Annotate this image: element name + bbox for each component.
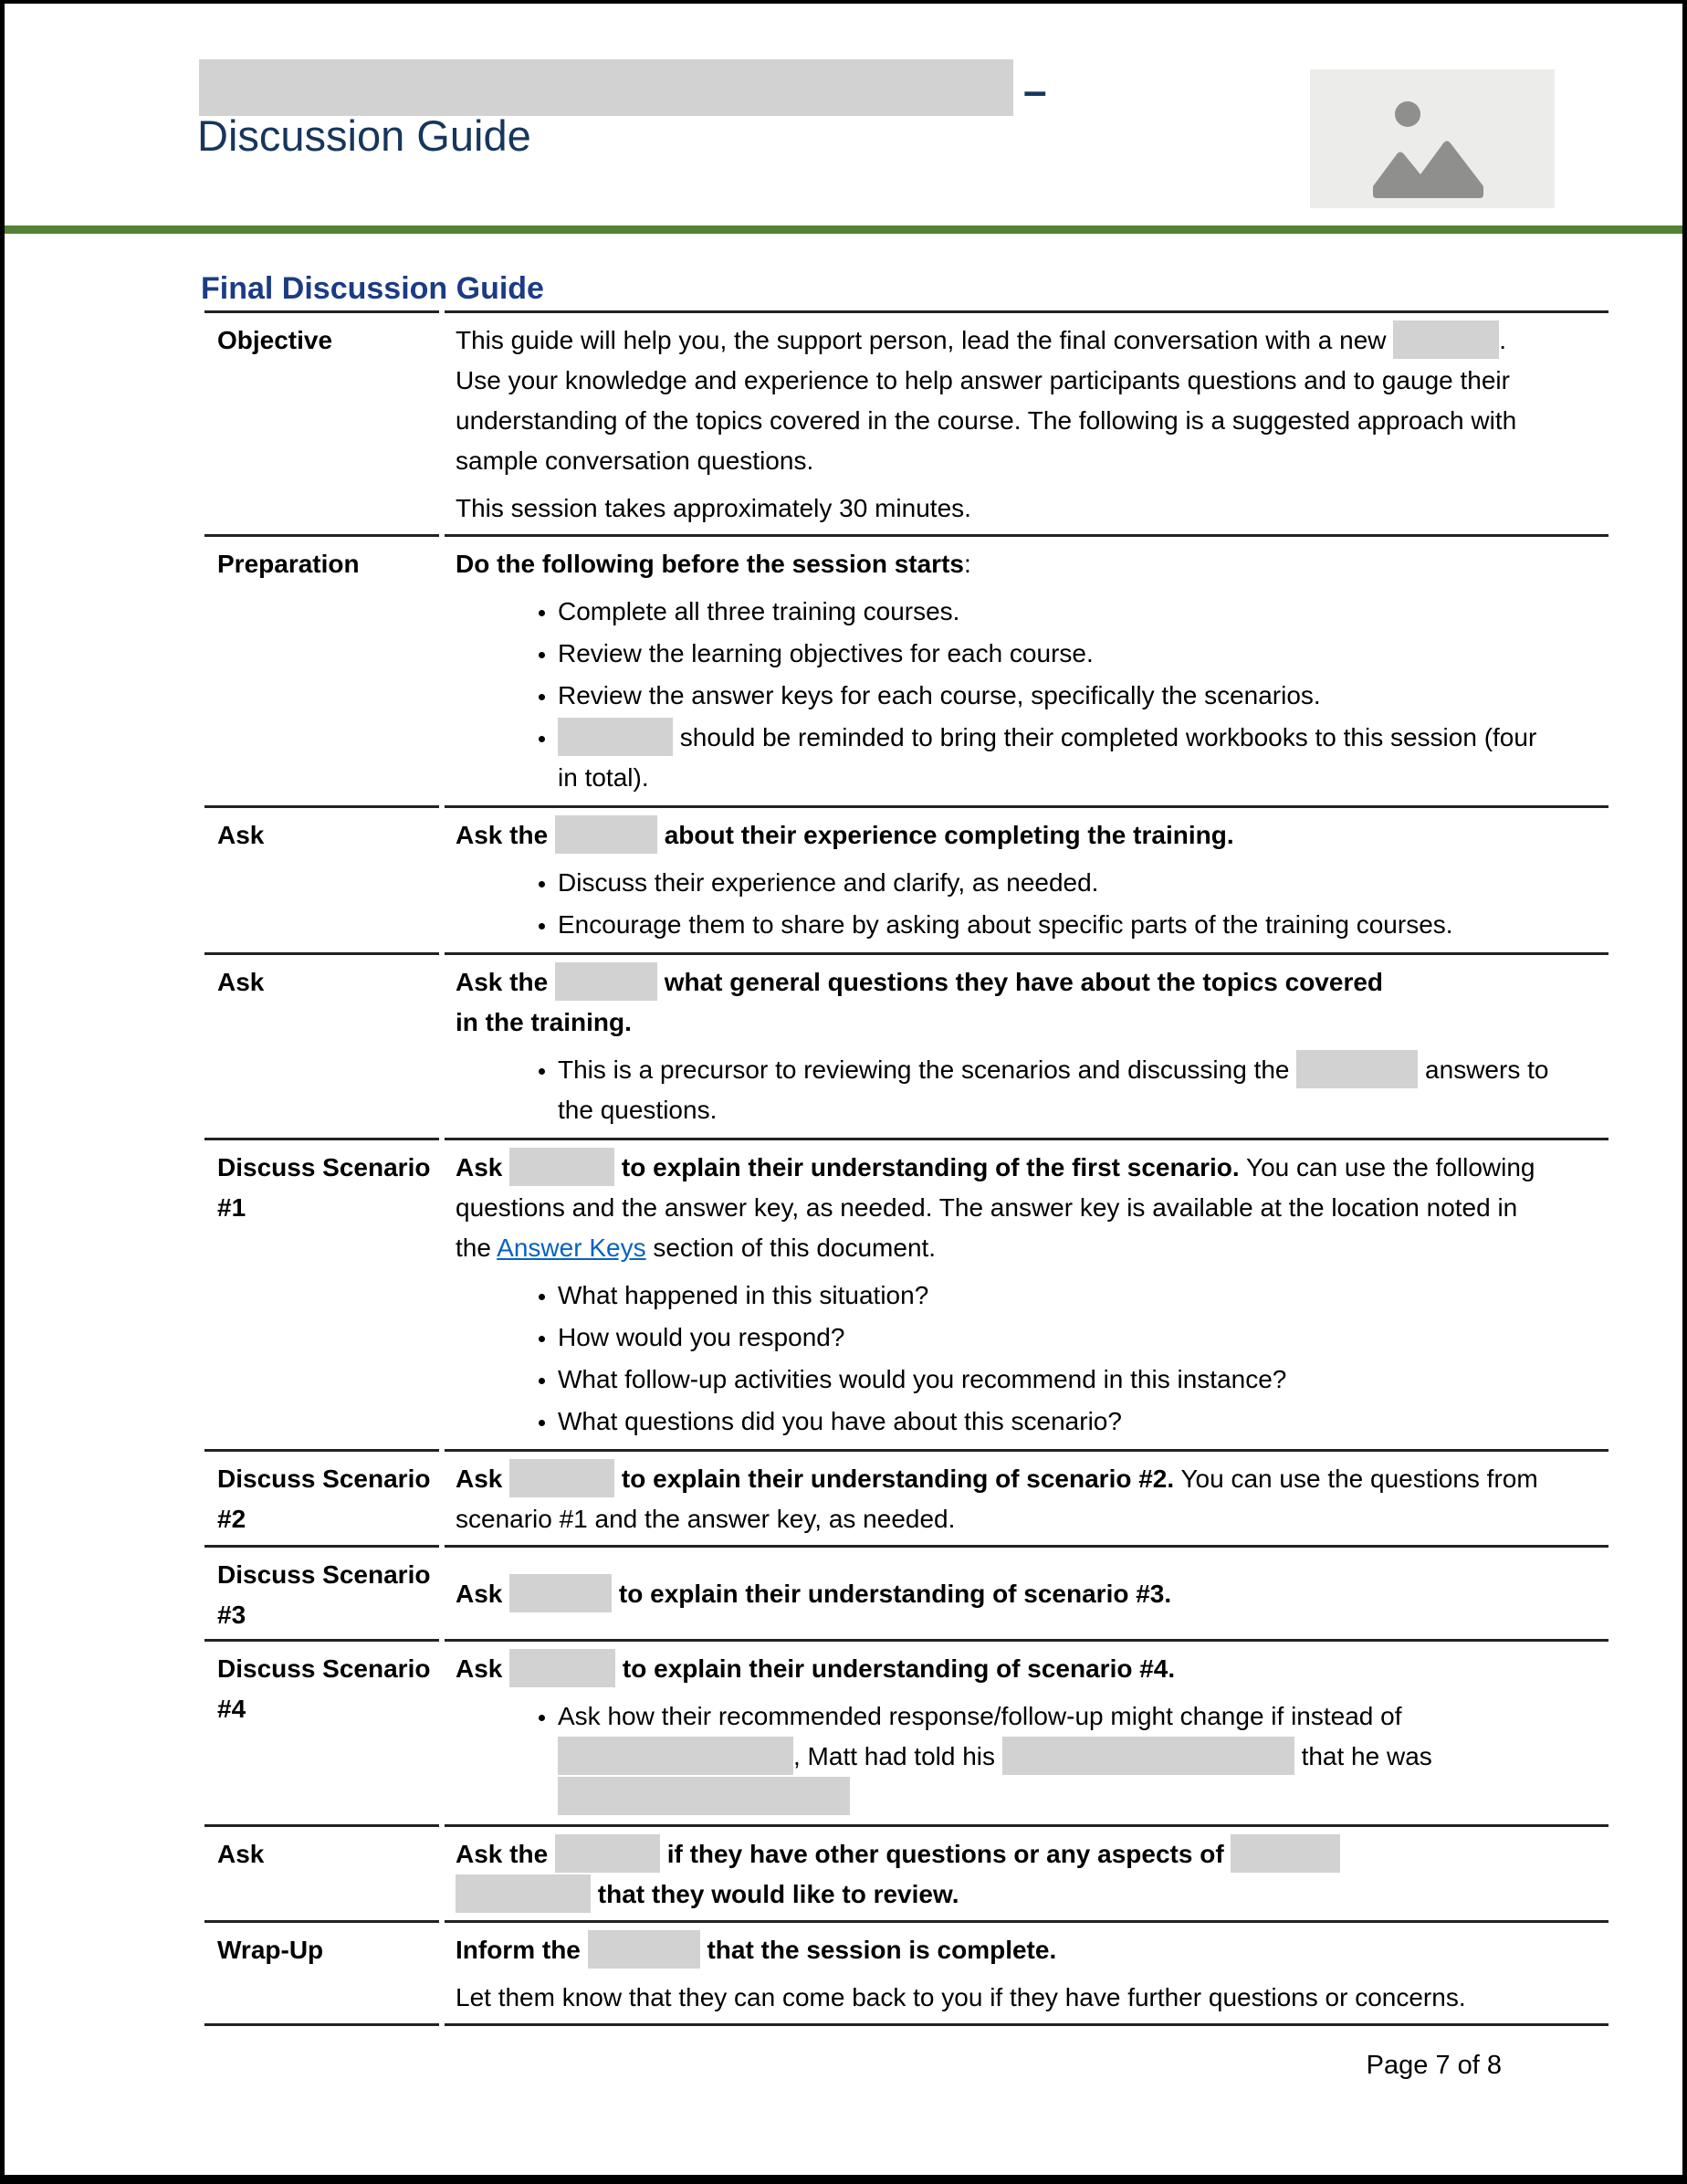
bullet-item <box>558 1696 1556 1817</box>
row-content <box>445 1639 1608 1824</box>
discussion-guide-table <box>199 310 1614 2026</box>
text-run: Discuss their experience and clarify, as needed. <box>558 868 1099 897</box>
guide-row <box>204 1545 1608 1639</box>
bullet-item <box>558 718 1556 798</box>
paragraph <box>456 1649 1556 1689</box>
paragraph <box>456 488 1556 529</box>
row-content <box>445 1920 1608 2026</box>
text-run: should be reminded to bring their completed workbooks to this session (four in total). <box>558 723 1537 792</box>
row-label: Discuss Scenario #1 <box>204 1138 439 1449</box>
text-run: Ask <box>456 1153 510 1181</box>
guide-row <box>204 1920 1608 2026</box>
text-run: that they would like to review. <box>591 1880 959 1908</box>
text-run: What questions did you have about this scenario? <box>558 1407 1122 1435</box>
row-content <box>445 1545 1608 1639</box>
text-run: What follow-up activities would you recommend in this instance? <box>558 1365 1287 1393</box>
image-placeholder <box>1310 69 1555 208</box>
row-content <box>445 534 1608 805</box>
guide-row <box>204 1824 1608 1920</box>
redacted-text <box>555 962 657 1001</box>
paragraph <box>456 962 1556 1043</box>
bullet-list <box>456 1276 1556 1442</box>
redacted-text <box>1393 320 1499 359</box>
guide-row <box>204 952 1608 1138</box>
paragraph <box>456 1148 1556 1268</box>
row-label: Ask <box>204 1824 439 1920</box>
bullet-item <box>558 863 1556 903</box>
text-run: what general questions they have about the topics covered <box>656 968 1384 996</box>
row-label: Preparation <box>204 534 439 805</box>
bullet-item <box>558 1276 1556 1316</box>
text-run: Ask <box>456 1654 510 1683</box>
text-run: to explain their understanding of scenario #4. <box>615 1654 1176 1683</box>
text-run: Do the following before the session starts <box>456 550 964 578</box>
text-run: Ask <box>456 1580 510 1608</box>
section-title: Final Discussion Guide <box>201 271 544 306</box>
bullet-list <box>456 1696 1556 1817</box>
row-content <box>445 310 1608 534</box>
paragraph <box>456 1978 1556 2018</box>
redacted-text <box>558 718 673 756</box>
paragraph <box>456 1574 1556 1614</box>
text-run: , Matt had told his <box>793 1742 1002 1770</box>
paragraph <box>456 815 1556 856</box>
bullet-item <box>558 905 1556 945</box>
guide-row <box>204 534 1608 805</box>
row-label: Discuss Scenario #3 <box>204 1545 439 1639</box>
guide-row <box>204 805 1608 952</box>
text-run: Ask the <box>456 1840 555 1868</box>
header-dash: – <box>1023 67 1047 114</box>
picture-icon <box>1310 69 1555 208</box>
text-run: This guide will help you, the support person, lead the final conversation with a new <box>456 326 1394 354</box>
row-content <box>445 1824 1608 1920</box>
text-run: that the session is complete. <box>699 1936 1057 1964</box>
paragraph <box>456 320 1556 481</box>
text-run: Review the learning objectives for each course. <box>558 639 1094 667</box>
row-label: Discuss Scenario #4 <box>204 1639 439 1824</box>
text-run: that he was <box>1294 1742 1432 1770</box>
bullet-item <box>558 676 1556 716</box>
paragraph <box>456 544 1556 584</box>
document-title: Discussion Guide <box>197 111 531 160</box>
paragraph <box>456 1930 1556 1970</box>
bullet-list <box>456 863 1556 945</box>
text-run: . Use your knowledge and experience to help answer participants questions and to gauge their understanding of the topics covered in the course. The following is a suggested approach with sample conversation questions. <box>456 326 1517 475</box>
bullet-item <box>558 634 1556 674</box>
text-run: Let them know that they can come back to you if they have further questions or concerns. <box>456 1983 1466 2011</box>
text-run: to explain their understanding of scenario #3. <box>612 1580 1172 1608</box>
redacted-text <box>509 1649 615 1687</box>
row-label: Discuss Scenario #2 <box>204 1449 439 1545</box>
redacted-text <box>555 1834 660 1873</box>
text-run: section of this document. <box>645 1234 937 1262</box>
text-run: to explain their understanding of the first scenario. <box>614 1153 1240 1181</box>
redacted-text <box>558 1777 850 1815</box>
bullet-item <box>558 1318 1556 1358</box>
row-label: Wrap-Up <box>204 1920 439 2026</box>
bullet-item <box>558 1360 1556 1400</box>
page-number: Page 7 of 8 <box>1366 2051 1502 2080</box>
bullet-list <box>456 592 1556 798</box>
text-run: You can use the following questions and the answer key, as needed. The answer key is available at the location noted in the <box>456 1153 1535 1262</box>
text-run: Ask the <box>456 968 555 996</box>
row-content <box>445 805 1608 952</box>
text-run: Encourage them to share by asking about specific parts of the training courses. <box>558 910 1453 939</box>
text-run: How would you respond? <box>558 1323 845 1351</box>
redacted-text <box>1231 1834 1340 1873</box>
text-run: This session takes approximately 30 minutes. <box>456 494 971 522</box>
guide-row <box>204 1639 1608 1824</box>
redacted-text <box>588 1930 700 1969</box>
text-run: in the training. <box>456 1008 632 1036</box>
text-run: Ask the <box>456 821 555 849</box>
redacted-text <box>1002 1737 1294 1775</box>
text-run: Inform the <box>456 1936 588 1964</box>
text-run: Ask how their recommended response/follow-up might change if instead of <box>558 1702 1402 1730</box>
text-run: to explain their understanding of scenario #2. <box>614 1465 1175 1493</box>
row-content <box>445 1138 1608 1449</box>
text-run: if they have other questions or any aspects of <box>659 1840 1231 1868</box>
row-content <box>445 952 1608 1138</box>
row-label: Ask <box>204 805 439 952</box>
bullet-list <box>456 1050 1556 1130</box>
bullet-item <box>558 592 1556 632</box>
text-run: : <box>963 550 971 578</box>
redacted-text <box>509 1148 614 1186</box>
text-run: This is a precursor to reviewing the scenarios and discussing the <box>558 1055 1297 1084</box>
answer-keys-link[interactable]: Answer Keys <box>497 1234 646 1262</box>
paragraph <box>456 1459 1556 1539</box>
guide-row <box>204 1449 1608 1545</box>
redacted-text <box>558 1737 793 1775</box>
redacted-text <box>456 1874 591 1913</box>
text-run: Ask <box>456 1465 510 1493</box>
bullet-item <box>558 1402 1556 1442</box>
paragraph <box>456 1834 1556 1915</box>
redacted-text <box>509 1574 612 1612</box>
row-label: Objective <box>204 310 439 534</box>
redacted-text <box>1296 1050 1418 1088</box>
text-run: about their experience completing the training. <box>656 821 1234 849</box>
row-content <box>445 1449 1608 1545</box>
text-run: What happened in this situation? <box>558 1281 929 1309</box>
redacted-header-block <box>199 59 1013 116</box>
text-run: You can use the questions from scenario #1 and the answer key, as needed. <box>456 1465 1538 1533</box>
row-label: Ask <box>204 952 439 1138</box>
bullet-item <box>558 1050 1556 1130</box>
main-content <box>199 234 1549 2026</box>
text-run: Complete all three training courses. <box>558 597 960 625</box>
text-run: Review the answer keys for each course, specifically the scenarios. <box>558 681 1321 709</box>
text-run: answers to the questions. <box>558 1055 1549 1124</box>
redacted-text <box>555 815 657 854</box>
green-divider <box>5 226 1682 234</box>
guide-row <box>204 310 1608 534</box>
guide-row <box>204 1138 1608 1449</box>
redacted-text <box>509 1459 614 1497</box>
